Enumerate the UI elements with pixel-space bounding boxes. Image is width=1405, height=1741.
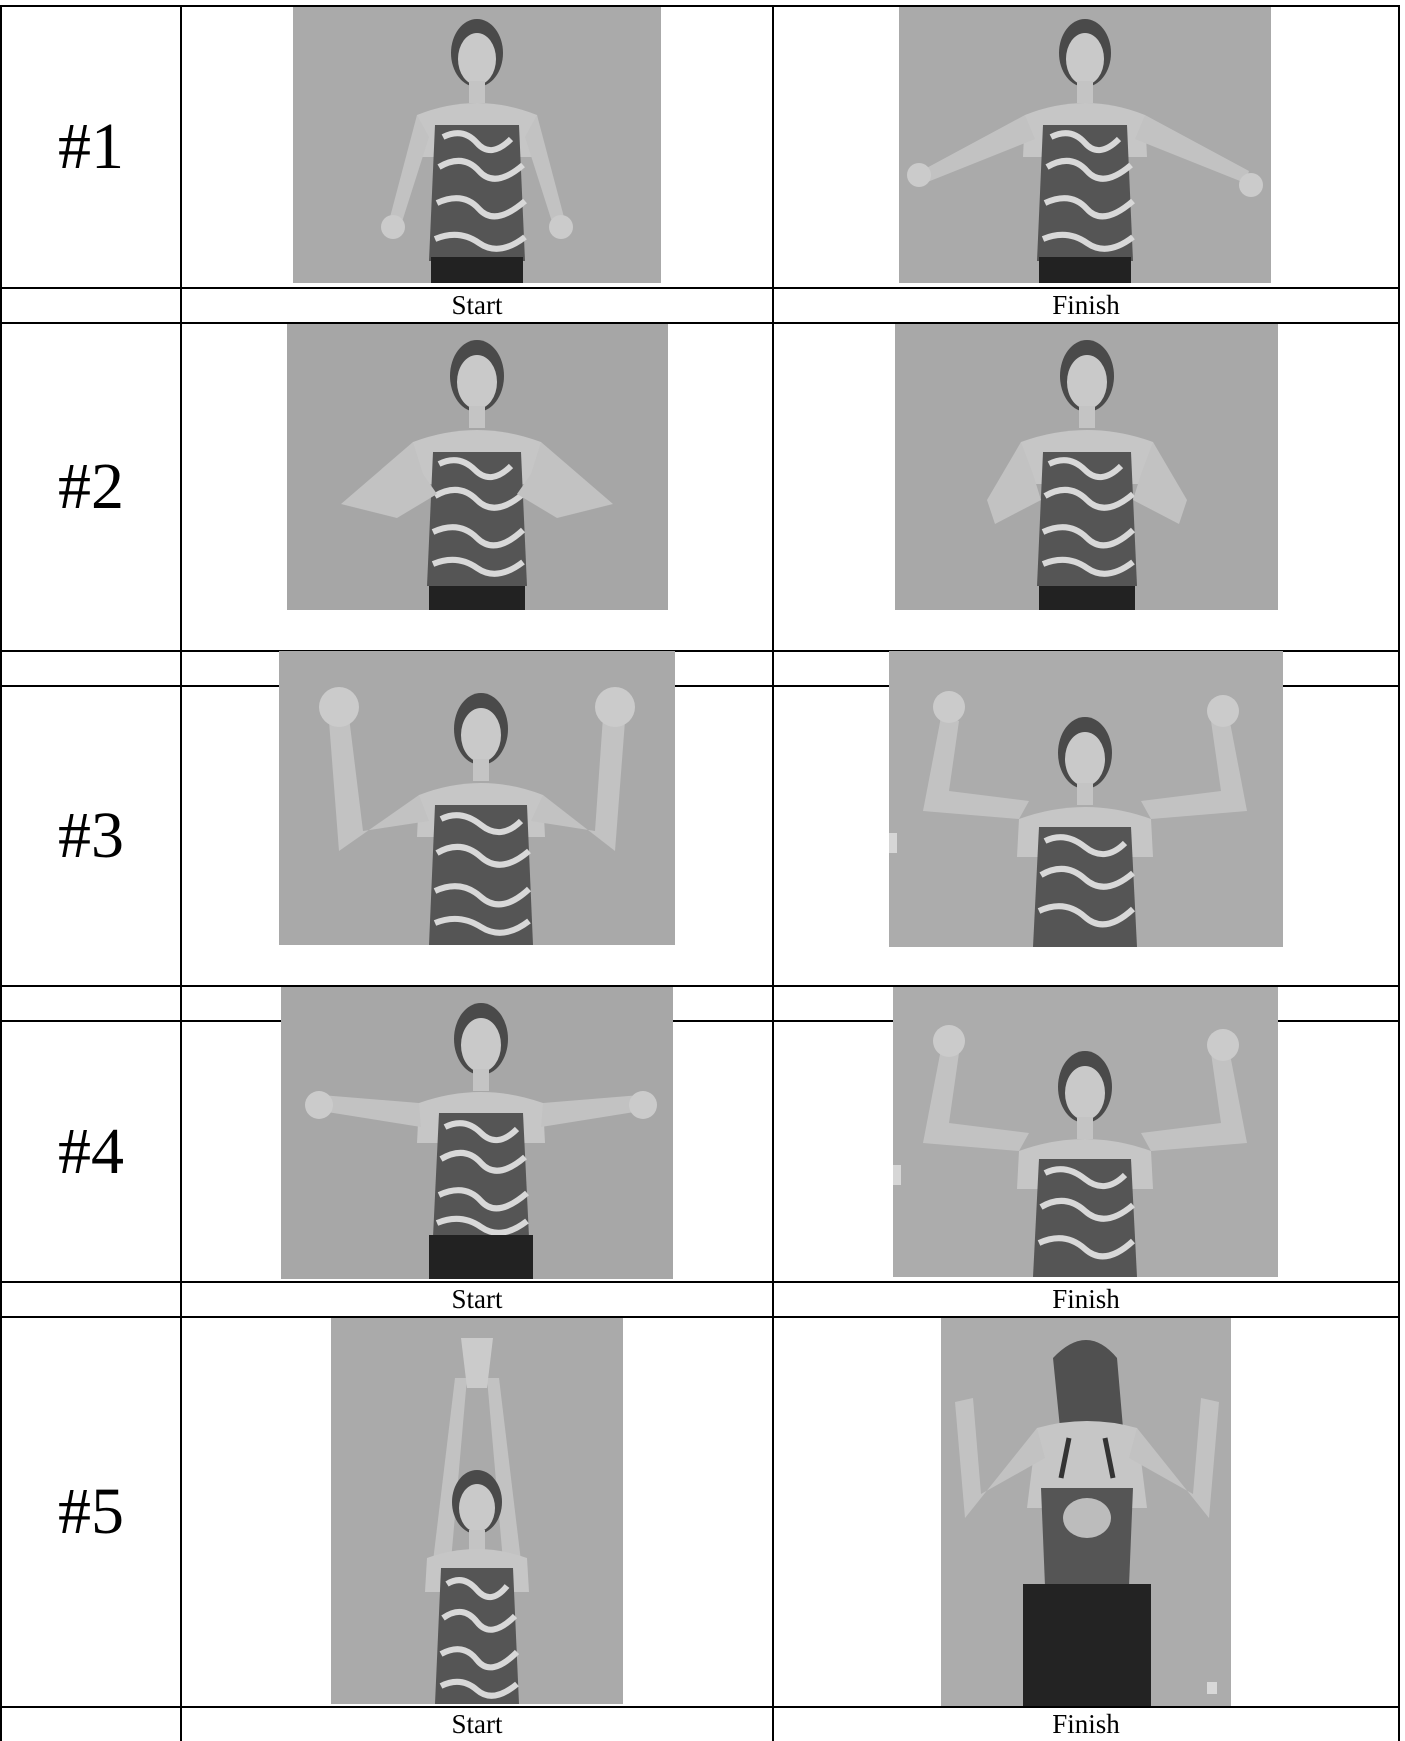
start-photo [331,1318,623,1704]
start-photo [287,324,668,610]
row-label: #1 [58,110,124,183]
row-label: #2 [58,450,124,523]
finish-photo [895,324,1278,610]
start-photo [281,987,673,1279]
finish-caption: Finish [1052,290,1120,320]
start-caption: Start [451,290,503,320]
row-label: #3 [58,799,124,872]
row-label: #4 [58,1114,124,1188]
finish-photo [941,1318,1231,1706]
row-label: #5 [58,1475,124,1548]
finish-photo [889,651,1283,947]
finish-photo [899,7,1271,283]
start-caption: Start [451,1284,503,1314]
start-photo [293,7,661,283]
finish-caption: Finish [1052,1709,1120,1739]
finish-caption: Finish [1052,1284,1120,1314]
finish-photo [893,987,1278,1277]
table-rule [180,5,182,1741]
start-photo [279,651,675,945]
start-caption: Start [451,1709,503,1739]
table-rule [1398,5,1400,1741]
table-rule [772,5,774,1741]
